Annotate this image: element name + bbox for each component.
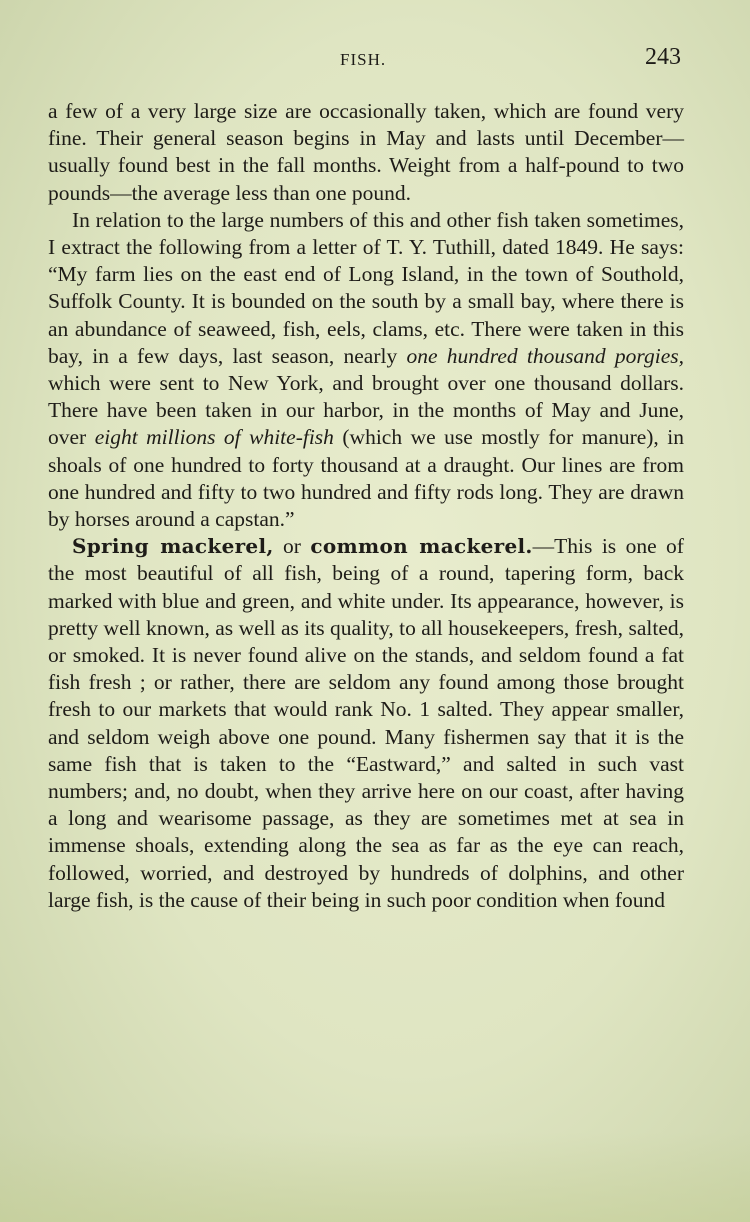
- italic-porgies: one hundred thousand porgies,: [406, 343, 684, 368]
- paragraph-continuation: a few of a very large size are occasionally taken, which are found very fine. Their general season begins in May and lasts until December—usually found best in the fall months. Weight from a half-pound to two pounds—the average less than one pound.: [48, 99, 684, 205]
- page-header-title: FISH.: [340, 50, 387, 69]
- paragraph-text: which were sent to New York, and brought over one thousand dollars. There have been taken in our harbor, in the months of May and June, over: [48, 371, 684, 450]
- paragraph-spring-mackerel: [48, 533, 684, 914]
- page-number: 243: [645, 44, 681, 70]
- page-edge-shadow: [0, 1132, 750, 1222]
- paragraph-text: —This is one of the most beautiful of all fish, being of a round, tapering form, back marked with blue and green, and white under. Its appearance, however, is pretty well known, as well as its quality, to all housekeepers, fresh, salted, or smoked. It is never found alive on the stands, and seldom found a fat fish fresh ; or rather, there are seldom any found among those brought fresh to our markets that would rank No. 1 salted. They appear smaller, and seldom weigh above one pound. Many fishermen say that it is the same fish that is taken to the “Eastward,” and salted in such vast numbers; and, no doubt, when they arrive here on our coast, after having a long and wearisome passage, as they are sometimes met at sea in immense shoals, extending along the sea as far as the eye can reach, followed, worried, and destroyed by hundreds of dolphins, and other large fish, is the cause of their being in such poor condition when found: [48, 534, 684, 912]
- body-text: [48, 98, 684, 914]
- paragraph-text: In relation to the large numbers of this and other fish taken sometimes, I extract the following from a letter of T. Y. Tuthill, dated 1849. He says: “My farm lies on the east end of Long Island, in the town of Southold, Suffolk County. It is bounded on the south by a small bay, where there is an abundance of seaweed, fish, eels, clams, etc. There were taken in this bay, in a few days, last season, nearly: [48, 207, 684, 368]
- paragraph-text: (which we use mostly for manure), in shoals of one hundred to forty thousand at a draught. Our lines are from one hundred and fifty to two hundred and fifty rods long. They are drawn by horses around a capstan.”: [48, 425, 685, 532]
- italic-white-fish: eight millions of white-fish: [94, 425, 334, 450]
- paragraph-text: or: [273, 534, 311, 559]
- entry-heading-spring-mackerel: Spring mackerel,: [72, 534, 274, 559]
- running-head: [0, 44, 750, 74]
- entry-heading-common-mackerel: common mackerel.: [310, 534, 533, 559]
- paragraph-tuthill-letter: [48, 207, 684, 533]
